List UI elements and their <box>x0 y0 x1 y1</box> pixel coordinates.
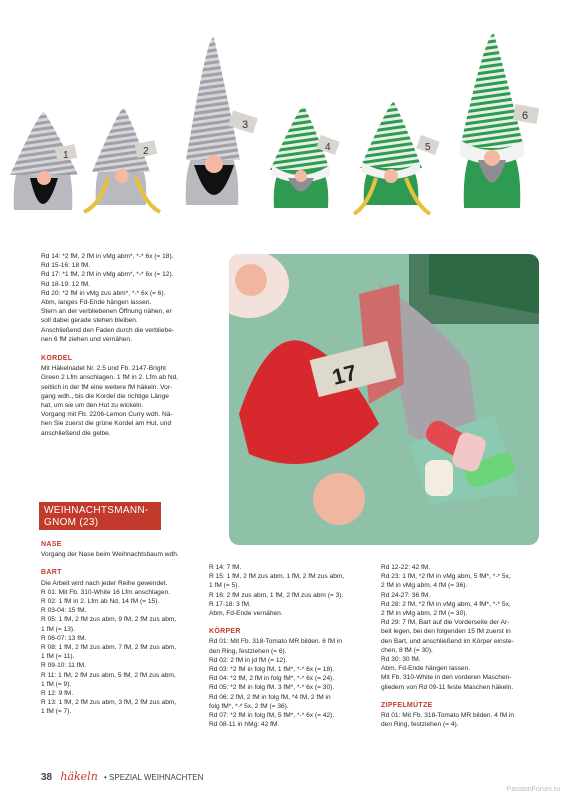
gnome-5 <box>354 102 440 214</box>
text-line: Rd 01: Mit Fb. 318-Tomato MR bilden. 4 fM in <box>381 712 515 720</box>
text-line: 1 fM (= 11). <box>41 653 75 661</box>
text-line: gliedern von Rd 09-11 feste Maschen häkeln. <box>381 683 514 691</box>
photo-gnome-hat-candy <box>229 254 539 545</box>
text-line: Anschließend den Faden durch die verbliebe- <box>41 326 175 334</box>
instructions-top <box>41 252 223 438</box>
text-line: Vorgang der Nase beim Weihnachtsbaum wdh. <box>41 551 179 559</box>
text-line: R 13: 1 fM, 2 fM zus abm, 3 fM, 2 fM zus abm, <box>41 699 177 707</box>
gnome-1 <box>10 112 78 210</box>
page-number: 38 <box>41 772 53 783</box>
gnome-4 <box>270 106 340 208</box>
text-line: R 06-07: 13 fM. <box>41 634 87 642</box>
section-banner <box>39 502 161 530</box>
text-line: Rd 03: *2 fM in folg fM, 1 fM*, *-* 6x (= 18). <box>209 666 335 674</box>
text-line: Rd 17: *1 fM, 2 fM in vMg abm*, *-* 6x (= 12). <box>41 271 174 279</box>
text-line: chen, 8 fM (= 30). <box>381 646 433 654</box>
hero-gnomes-image <box>0 0 566 236</box>
text-line: anschließend die gelbe. <box>41 429 111 437</box>
text-line: Mit Fb. 310-White in den vorderen Maschen- <box>381 674 512 682</box>
text-line: gang wdh., bis die Kordel die richtige Länge <box>41 392 169 400</box>
text-line: R 14: 7 fM. <box>209 564 242 571</box>
text-line: folg fM*, *-* 5x, 2 fM (= 36). <box>209 702 289 710</box>
text-line: R 08: 1 fM, 2 fM zus abm, 7 fM, 2 fM zus abm, <box>41 644 177 652</box>
text-line: Abm, langes Fd-Ende hängen lassen. <box>41 299 152 307</box>
text-line: Rd 14: *2 fM, 2 fM in vMg abm*, *-* 6x (= 18). <box>41 253 174 260</box>
text-line: Rd 06: 2 fM, 2 fM in folg fM, *4 fM, 2 fM in <box>209 693 331 701</box>
page-footer <box>41 770 203 783</box>
text-line: R 12: 9 fM. <box>41 690 74 698</box>
text-line: R 02: 1 fM in 2. Lfm ab Nd, 14 fM (= 15). <box>41 598 160 606</box>
text-line: den Ring, festziehen (= 4). <box>381 721 459 729</box>
text-line: Rd 15-16: 18 fM. <box>41 262 91 270</box>
text-line: 1 fM (= 13). <box>41 625 75 633</box>
gnome-tag-1: 1 <box>63 150 69 161</box>
text-line: Abm, Fd-Ende vernähen. <box>209 610 283 618</box>
text-line: Rd 01: Mit Fb. 318-Tomato MR bilden. 6 fM in <box>209 638 343 646</box>
text-line: Rd 18-19: 12 fM. <box>41 280 91 288</box>
text-line: 2 fM in vMg abm, 2 fM (= 30). <box>381 610 468 618</box>
text-line: Rd 24-27: 36 fM. <box>381 591 431 599</box>
text-line: R 16: 2 fM zus abm, 1 fM, 2 fM zus abm (= 3). <box>209 591 344 599</box>
text-line: Rd 30: 30 fM. <box>381 656 421 664</box>
text-line: hen Sie zuerst die grüne Kordel am Hut, und <box>41 420 172 428</box>
text-line: R 03-04: 15 fM. <box>41 607 87 615</box>
column-1 <box>41 540 205 717</box>
text-line: den Bart, und anschließend im Körper einste- <box>381 637 514 645</box>
section-heading-zipfelmuetze: ZIPFELMÜTZE <box>381 701 433 709</box>
footer-section: • SPEZIAL WEIHNACHTEN <box>104 773 204 782</box>
text-line: Rd 08-11 in hMg: 42 fM. <box>209 721 280 729</box>
gnome-3 <box>186 38 258 205</box>
text-line: Rd 07: *2 fM in folg fM, 5 fM*, *-* 6x (= 42). <box>209 712 335 720</box>
text-line: Mit Häkelnadel Nr. 2.5 und Fb. 2147-Bright <box>41 365 166 373</box>
text-line: Rd 12-22: 42 fM. <box>381 564 431 571</box>
gnome-tag-2: 2 <box>143 146 149 157</box>
section-heading-nase: NASE <box>41 541 62 548</box>
text-line: Rd 04: *2 fM, 2 fM in folg fM*, *-* 6x (= 24). <box>209 675 335 683</box>
text-line: Vorgang mit Fb. 2206-Lemon Curry wdh. Nä- <box>41 411 173 419</box>
text-line: Rd 23: 1 fM, *2 fM in vMg abm, 5 fM*, *-* 5x, <box>381 573 511 581</box>
text-line: R 11: 1 fM, 2 fM zus abm, 5 fM, 2 fM zus abm, <box>41 671 176 679</box>
gnome-tag-6: 6 <box>522 110 529 122</box>
text-line: Die Arbeit wird nach jeder Reihe gewendet. <box>41 579 168 587</box>
text-line: soll dabei gerade stehen bleiben. <box>41 317 138 325</box>
section-heading-kordel: KORDEL <box>41 355 73 363</box>
text-line: den Ring, festziehen (= 6). <box>209 647 287 655</box>
text-line: beit legen, bei den folgenden 15 fM zuerst in <box>381 628 511 636</box>
text-line: Rd 05: *2 fM in folg fM, 3 fM*, *-* 6x (= 30). <box>209 684 335 692</box>
text-line: R 17-18: 3 fM. <box>209 600 251 608</box>
text-line: Rd 02: 2 fM in jd fM (= 12). <box>209 656 288 664</box>
column-3 <box>381 563 545 729</box>
text-line: Rd 28: 2 fM, *2 fM in vMg abm, 4 fM*, *-* 5x, <box>381 600 511 608</box>
text-line: R 05: 1 fM, 2 fM zus abm, 9 fM, 2 fM zus abm, <box>41 616 177 624</box>
gnome-tag-3: 3 <box>242 119 249 131</box>
text-line: 1 fM (= 9). <box>41 680 72 688</box>
banner-line-2: GNOM (23) <box>44 517 99 528</box>
text-line: R 15: 1 fM, 2 fM zus abm, 1 fM, 2 fM zus abm, <box>209 573 345 581</box>
text-line: hat, um sie um den Hut zu wickeln. <box>41 402 144 410</box>
gnome-2 <box>84 108 160 212</box>
section-heading-koerper: KÖRPER <box>209 628 241 636</box>
text-line: 2 fM in vMg abm, 4 fM (= 36). <box>381 582 468 590</box>
banner-line-1: WEIHNACHTSMANN- <box>44 505 149 516</box>
section-heading-bart: BART <box>41 569 62 577</box>
text-line: nen 6 fM ziehen und vernähen. <box>41 335 132 343</box>
column-2 <box>209 563 379 729</box>
text-line: Green 2 Lfm anschlagen. 1 fM in 2. Lfm ab Nd, <box>41 374 179 382</box>
text-line: seitlich in der fM eine weitere fM häkeln. Vor- <box>41 383 173 391</box>
gnome-6 <box>460 34 539 208</box>
text-line: R 09-10: 11 fM. <box>41 662 86 670</box>
photo-tag-number: 17 <box>329 359 360 390</box>
magazine-brand: häkeln <box>60 770 98 783</box>
gnome-tag-4: 4 <box>325 142 331 153</box>
text-line: Stern an der verbliebenen Öffnung nähen, er <box>41 308 172 316</box>
watermark: PassionForum.ru <box>506 786 560 793</box>
text-line: Abm, Fd-Ende hängen lassen. <box>381 665 471 673</box>
text-line: 1 fM (= 5). <box>209 582 240 590</box>
text-line: R 01: Mit Fb. 310-White 16 Lfm anschlagen. <box>41 588 171 596</box>
text-line: Rd 29: 7 fM, Bart auf die Vorderseite der Ar- <box>381 619 510 627</box>
text-line: Rd 20: *2 fM in vMg zus abm*, *-* 6x (= 6). <box>41 289 166 297</box>
text-line: 1 fM (= 7). <box>41 708 72 716</box>
gnome-tag-5: 5 <box>425 142 431 153</box>
